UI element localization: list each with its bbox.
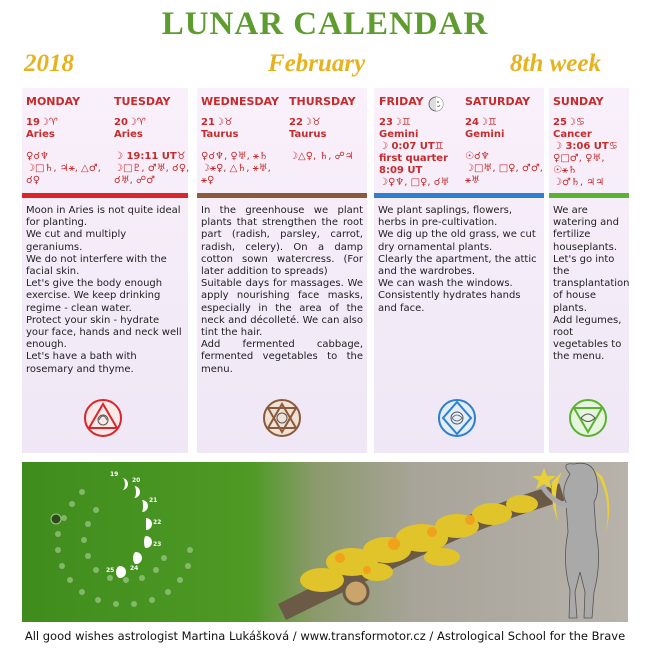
page-title: LUNAR CALENDAR xyxy=(161,6,489,42)
sign: Taurus xyxy=(201,129,239,140)
text-line: We are watering and fertilize houseplants. Let's go into the transplantation of house plants. xyxy=(553,205,630,314)
text-line: Moon in Aries is not quite ideal for planting. xyxy=(26,205,181,229)
text-line: We do not interfere with the facial skin. xyxy=(26,253,167,278)
moon-day-21: 21 xyxy=(149,497,158,504)
event: ☽ 0:07 UT♊ first quarter 8:09 UT xyxy=(379,141,449,176)
text-line: Suitable days for massages. We apply nourishing face masks, especially in the area of the neck and décolleté. We can also tint the hair. xyxy=(201,278,363,339)
year-label: 2018 xyxy=(24,50,74,77)
moon-day-19: 19 xyxy=(110,471,119,478)
air-element-icon xyxy=(437,398,477,442)
sign: Gemini xyxy=(379,129,419,140)
event: ☽ 3:06 UT♋ xyxy=(553,141,618,152)
week-label: 8th week xyxy=(510,50,601,77)
day-name-wednesday: WEDNESDAY xyxy=(201,95,279,108)
earth-element-icon xyxy=(262,398,302,442)
aspects: ♀☌♆, ♀♅, ⚹♄ ☽⚹♀, △♄, ⚹♅, ⚹♀ xyxy=(201,151,271,186)
sign: Taurus xyxy=(289,129,327,140)
text-line: We plant saplings, flowers, herbs in pre-cultivation. xyxy=(378,205,513,229)
day-name-tuesday: TUESDAY xyxy=(114,95,171,108)
water-days-text xyxy=(553,205,630,364)
aspects: ♀□♂, ♀♅, ☉⚹♄ ☽♂♄, ♃♃ xyxy=(553,153,605,188)
fire-element-icon xyxy=(83,398,123,442)
date: 21☽♉ xyxy=(201,117,233,128)
fire-bar xyxy=(22,193,188,198)
footer-credits: All good wishes astrologist Martina Lukášková / www.transformotor.cz / Astrological School for the Brave xyxy=(24,629,626,643)
text-line: We can wash the windows. xyxy=(378,278,513,290)
water-bar xyxy=(549,193,629,198)
date: 24☽♊ xyxy=(465,117,497,128)
aspects: ☽□♇, ♂♅, ☌♀, ☌♅, ☍♂ xyxy=(114,163,190,186)
day-name-monday: MONDAY xyxy=(26,95,81,108)
aspects: ♀☌♆ ☽□♄, ♃⚹, △♂, ☌♀ xyxy=(26,151,101,186)
date: 19☽♈ xyxy=(26,117,58,128)
text-line: Clearly the apartment, the attic and the wardrobes. xyxy=(378,253,537,278)
aspects: ☽♀♆, □♀, ☌♅ xyxy=(379,177,450,188)
text-line: Add legumes, root vegetables to the menu. xyxy=(553,314,622,363)
nature-photo xyxy=(22,462,628,622)
moon-day-24: 24 xyxy=(130,565,139,572)
date: 20☽♈ xyxy=(114,117,146,128)
sign: Aries xyxy=(114,129,143,140)
day-name-saturday: SATURDAY xyxy=(465,95,531,108)
day-name-sunday: SUNDAY xyxy=(553,95,604,108)
fire-days-text xyxy=(26,205,184,376)
day-info-saturday xyxy=(465,117,545,187)
day-info-friday xyxy=(379,117,461,189)
text-line: We cut and multiply geraniums. xyxy=(26,229,127,253)
water-element-icon xyxy=(568,398,608,442)
day-name-friday: FRIDAY xyxy=(379,95,424,108)
aspects: ☉☌♆ ☽□♅, □♀, ♂♂, ⚹♅ xyxy=(465,151,543,186)
date: 22☽♉ xyxy=(289,117,321,128)
text-line: Let's give the body enough exercise. We keep drinking regime - clean water. xyxy=(26,278,163,314)
text-line: In the greenhouse we plant plants that strengthen the root part (radish, parsley, carrot, radish, celery). On a damp cotton sown watercress. (For later addition to spreads) xyxy=(201,205,363,278)
sign: Cancer xyxy=(553,129,592,140)
sign: Aries xyxy=(26,129,55,140)
moon-day-25: 25 xyxy=(106,567,115,574)
moon-phase-spiral xyxy=(22,462,242,622)
first-quarter-moon-icon xyxy=(428,94,444,118)
month-label: February xyxy=(268,50,366,77)
date: 23☽♊ xyxy=(379,117,411,128)
text-line: Add fermented cabbage, fermented vegetables to the menu. xyxy=(201,339,363,375)
day-info-thursday xyxy=(289,117,365,163)
air-bar xyxy=(374,193,544,198)
sign: Gemini xyxy=(465,129,505,140)
moon-day-20: 20 xyxy=(132,477,141,484)
event: ☽ 19:11 UT♉ xyxy=(114,151,186,162)
day-info-wednesday xyxy=(201,117,285,187)
text-line: Consistently hydrates hands and face. xyxy=(378,290,521,314)
earth-days-text xyxy=(201,205,363,376)
aspects: ☽△♀, ♄, ☍♃ xyxy=(289,151,354,162)
text-line: Protect your skin - hydrate your face, hands and neck well enough. xyxy=(26,314,182,351)
earth-bar xyxy=(197,193,367,198)
moon-day-22: 22 xyxy=(153,519,162,526)
day-info-tuesday xyxy=(114,117,194,187)
date: 25☽♋ xyxy=(553,117,585,128)
day-info-monday xyxy=(26,117,106,187)
text-line: We dig up the old grass, we cut dry ornamental plants. xyxy=(378,229,536,253)
air-days-text xyxy=(378,205,540,315)
moon-day-23: 23 xyxy=(153,541,162,548)
text-line: Let's have a bath with rosemary and thyme. xyxy=(26,351,137,375)
day-info-sunday xyxy=(553,117,629,189)
day-name-thursday: THURSDAY xyxy=(289,95,356,108)
